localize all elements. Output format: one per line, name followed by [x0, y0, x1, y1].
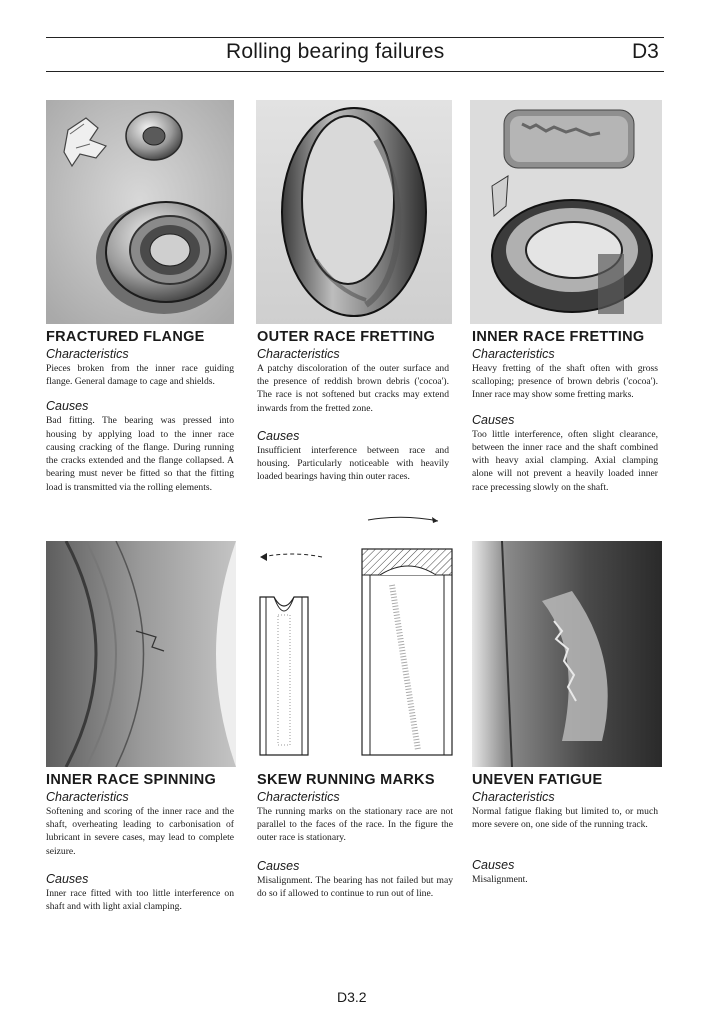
- page-title: Rolling bearing failures: [226, 40, 445, 63]
- characteristics-text: The running marks on the stationary race are not parallel to the faces of the race. In the figure the outer race is stationary.: [257, 806, 453, 844]
- characteristics-label: Characteristics: [257, 790, 340, 804]
- characteristics-label: Characteristics: [472, 347, 555, 361]
- characteristics-text: Normal fatigue flaking but limited to, or much more severe on, one side of the running track.: [472, 806, 658, 831]
- section-heading: INNER RACE SPINNING: [46, 772, 217, 788]
- inner-race-fretting-photo: [470, 100, 662, 324]
- causes-label: Causes: [257, 428, 300, 443]
- characteristics-label: Characteristics: [472, 790, 555, 804]
- section-inner-race-fretting: [472, 329, 658, 494]
- outer-race-fretting-photo: [256, 100, 452, 324]
- uneven-fatigue-photo: [472, 541, 662, 767]
- causes-label: Causes: [472, 858, 515, 873]
- section-heading: UNEVEN FATIGUE: [472, 772, 603, 788]
- causes-label: Causes: [46, 399, 89, 414]
- causes-label: Causes: [46, 871, 89, 886]
- characteristics-label: Characteristics: [46, 790, 129, 804]
- characteristics-label: Characteristics: [46, 347, 129, 361]
- page-number: D3.2: [337, 989, 367, 1005]
- inner-race-spinning-photo: [46, 541, 236, 767]
- characteristics-label: Characteristics: [257, 347, 340, 361]
- section-fractured-flange: [46, 329, 234, 494]
- characteristics-text: Heavy fretting of the shaft often with gross scalloping; presence of brown debris ('cocoa'). Inner race may show some fretting marks.: [472, 363, 658, 401]
- causes-text: Too little interference, often slight clearance, between the inner race and the shaft combined with heavy axial clamping. Axial clamping alone will not prevent a heavily loaded inner race precessing slowly on the shaft.: [472, 428, 658, 493]
- causes-text: Insufficient interference between race and housing. Particularly noticeable with heavily loaded bearings having thin outer races.: [257, 444, 449, 483]
- section-outer-race-fretting: [257, 329, 449, 484]
- section-heading: SKEW RUNNING MARKS: [257, 772, 435, 788]
- outer-race-section: [362, 549, 452, 755]
- causes-text: Inner race fitted with too little interference on shaft and with light axial clamping.: [46, 887, 234, 913]
- header-top-rule: [46, 37, 664, 38]
- section-uneven-fatigue: [472, 772, 658, 887]
- causes-text: Misalignment. The bearing has not failed but may do so if allowed to continue to run out of line.: [257, 874, 453, 899]
- causes-text: Misalignment.: [472, 874, 528, 886]
- section-heading: INNER RACE FRETTING: [472, 329, 645, 345]
- rotation-arrow-icon: [366, 512, 446, 526]
- characteristics-text: A patchy discoloration of the outer surface and the presence of reddish brown debris ('cocoa'). The race is not softened but cracks may extend inwards from the fretted zone.: [257, 363, 449, 414]
- section-code: D3: [632, 40, 659, 63]
- skew-running-marks-diagram: [252, 545, 458, 767]
- rotation-arrow-left-icon: [260, 553, 322, 561]
- fractured-flange-photo: [46, 100, 234, 324]
- section-inner-race-spinning: [46, 772, 234, 913]
- inner-race-section: [260, 597, 308, 755]
- header-bottom-rule: [46, 71, 664, 72]
- section-heading: FRACTURED FLANGE: [46, 329, 205, 345]
- causes-label: Causes: [257, 858, 300, 873]
- causes-text: Bad fitting. The bearing was pressed into housing by applying load to the inner race causing cracking of the flange. During running the cracks extended and the flange collapsed. A bearing must never be fitted so that the fitting load is transmitted via the rolling elements.: [46, 415, 234, 493]
- section-heading: OUTER RACE FRETTING: [257, 329, 436, 345]
- characteristics-text: Softening and scoring of the inner race and the shaft, overheating leading to carbonisation of lubricant in severe cases, may lead to complete seizure.: [46, 806, 234, 857]
- section-skew-running-marks: [257, 772, 453, 900]
- causes-label: Causes: [472, 412, 515, 427]
- characteristics-text: Pieces broken from the inner race guiding flange. General damage to cage and shields.: [46, 363, 234, 388]
